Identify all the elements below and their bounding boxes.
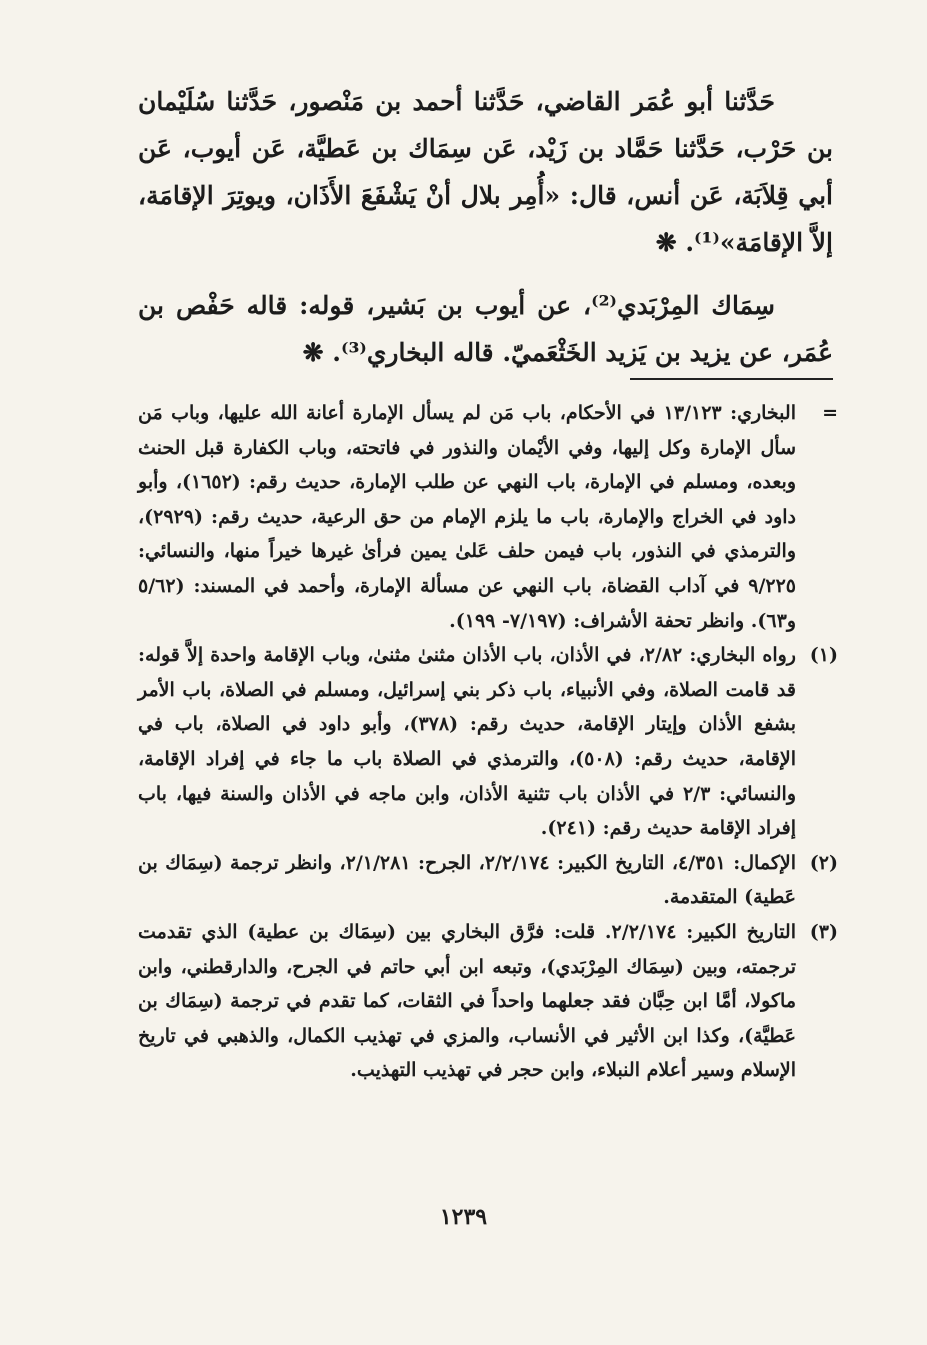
footnote-text: رواه البخاري: ٢/٨٢، في الأذان، باب الأذان مثنىٰ مثنىٰ، وباب الإقامة واحدة إلاَّ قوله: قد قامت الصلاة، وفي الأنبياء، باب ذكر بني إسرائيل، ومسلم في الصلاة، باب الأمر بشفع الأذان وإيتار الإقامة، حديث رقم: (٣٧٨)، وأبو داود في الصلاة، باب في الإقامة، حديث رقم: (٥٠٨)، والترمذي في الصلاة باب ما جاء في إفراد الإقامة، والنسائي: ٢/٣ في الأذان باب تثنية الأذان، وابن ماجه في الأذان والسنة فيها، باب إفراد الإقامة حديث رقم: (٢٤١).	[138, 644, 797, 840]
footnote-text: الإكمال: ٤/٣٥١، التاريخ الكبير: ٢/٢/١٧٤، الجرح: ٢/١/٢٨١، وانظر ترجمة (سِمَاك بن عَطية) المتقدمة.	[138, 851, 796, 909]
footnote-marker: =	[822, 402, 838, 424]
footnote-text: البخاري: ١٣/١٢٣ في الأحكام، باب مَن لم يسأل الإمارة أعانة الله عليها، وباب مَن سأل الإمارة وكل إليها، وفي الأيْمان والنذور في فاتحته، وباب الكفارة قبل الحنث وبعده، ومسلم في الإمارة، باب النهي عن طلب الإمارة، حديث رقم: (١٦٥٢)، وأبو داود في الخراج والإمارة، باب ما يلزم الإمام من حق الرعية، حديث رقم: (٢٩٢٩)، والترمذي في النذور، باب فيمن حلف عَلىٰ يمين فرأىٰ غيرها خيراً منها، والنسائي: ٩/٢٢٥ في آداب القضاة، باب النهي عن مسألة الإمارة، وأحمد في المسند: (٥/٦٢ و٦٣). وانظر تحفة الأشراف: (٧/١٩٧- ١٩٩).	[138, 402, 797, 632]
footnote-3	[138, 915, 838, 1088]
narrator-paragraph: سِمَاك المِرْبَدي⁽²⁾، عن أيوب بن بَشير، قوله: قاله حَفْص بن عُمَر، عن يزيد بن يَزيد الخَثْعَميّ. قاله البخاري⁽³⁾. ❋	[138, 291, 833, 367]
footnote-2	[138, 846, 838, 915]
footnote-text: التاريخ الكبير: ٢/٢/١٧٤. قلت: فرَّق البخاري بين (سِمَاك بن عطية) الذي تقدمت ترجمته، وبين (سِمَاك المِرْبَدي)، وتبعه ابن أبي حاتم في الجرح، والدارقطني، وابن ماكولا، أمَّا ابن حِبَّان فقد جعلهما واحداً في الثقات، كما تقدم في ترجمة (سِمَاك بن عَطيَّة)، وكذا ابن الأثير في الأنساب، والمزي في تهذيب الكمال، والذهبي في تاريخ الإسلام وسير أعلام النبلاء، وابن حجر في تهذيب التهذيب.	[138, 920, 796, 1082]
footnote-continued	[138, 396, 838, 638]
footnotes	[138, 396, 838, 1088]
footnote-1	[138, 638, 838, 846]
page-number: ١٢٣٩	[439, 1204, 488, 1230]
hadith-paragraph: حَدَّثنا أبو عُمَر القاضي، حَدَّثنا أحمد بن مَنْصور، حَدَّثنا سُلَيْمان بن حَرْب، حَدَّثنا حَمَّاد بن زَيْد، عَن سِمَاك بن عَطيَّة، عَن أيوب، عَن أبي قِلاَبَة، عَن أنس، قال: «أُمِر بلال أنْ يَشْفَعَ الأَذَان، ويوتِرَ الإقامَة، إلاَّ الإقامَة»⁽¹⁾. ❋	[138, 87, 833, 257]
main-text	[138, 78, 833, 376]
footnote-marker: (٣)	[809, 920, 838, 943]
footnote-marker: (٢)	[809, 851, 838, 874]
footnote-marker: (١)	[809, 644, 838, 667]
footnote-separator	[630, 378, 833, 380]
